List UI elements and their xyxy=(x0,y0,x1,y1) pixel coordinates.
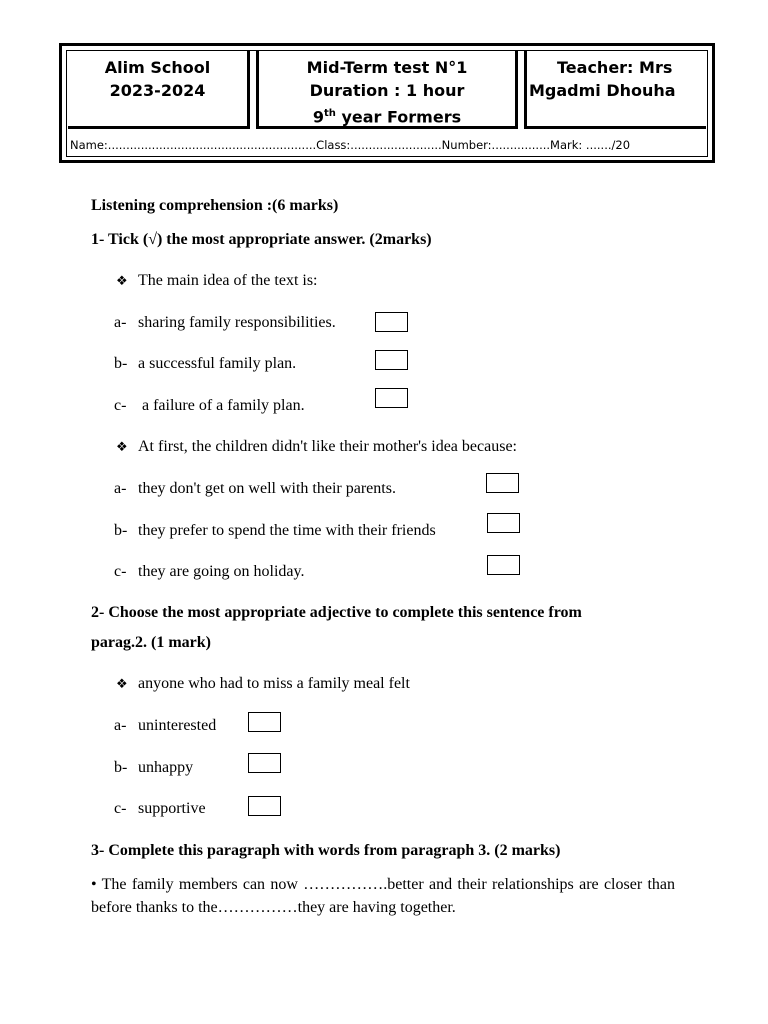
option-letter: a- xyxy=(114,717,127,734)
answer-checkbox[interactable] xyxy=(248,712,281,732)
answer-checkbox[interactable] xyxy=(487,555,520,575)
test-duration: Duration : 1 hour xyxy=(309,81,465,100)
school-name: Alim School xyxy=(104,58,211,77)
answer-checkbox[interactable] xyxy=(375,350,408,370)
q1-heading: 1- Tick (√) the most appropriate answer. (2marks) xyxy=(91,231,432,248)
answer-checkbox[interactable] xyxy=(487,513,520,533)
option-letter: b- xyxy=(114,522,128,539)
q3-fill-paragraph[interactable]: • The family members can now …………….better and their relationships are closer than before thanks to the……………they are having together. xyxy=(91,876,675,916)
option-letter: c- xyxy=(114,800,127,817)
student-info-line[interactable]: Name:.........................................................Class:.........................Number:................Mark: ......./20 xyxy=(70,138,631,152)
teacher-cell xyxy=(524,50,706,129)
school-year: 2023-2024 xyxy=(109,81,206,100)
bullet-icon: ❖ xyxy=(116,676,128,691)
option-letter: b- xyxy=(114,759,128,776)
bullet-icon: ❖ xyxy=(116,273,128,288)
option-text: they don't get on well with their parents. xyxy=(138,480,396,497)
answer-checkbox[interactable] xyxy=(248,753,281,773)
q3-heading: 3- Complete this paragraph with words from paragraph 3. (2 marks) xyxy=(91,842,561,859)
option-text: a failure of a family plan. xyxy=(138,397,305,414)
option-text: they prefer to spend the time with their friends xyxy=(138,522,436,539)
option-letter: c- xyxy=(114,563,127,580)
teacher-name: Mgadmi Dhouha xyxy=(529,81,676,100)
grade-level: 9th year Formers xyxy=(312,107,462,127)
bullet-icon: ❖ xyxy=(116,439,128,454)
option-text: supportive xyxy=(138,800,206,817)
q2-heading-line2: parag.2. (1 mark) xyxy=(91,634,211,651)
q1-item2-prompt: At first, the children didn't like their mother's idea because: xyxy=(138,438,517,455)
test-info-cell xyxy=(256,50,518,129)
q2-heading-line1: 2- Choose the most appropriate adjective to complete this sentence from xyxy=(91,604,582,621)
q1-item1-prompt: The main idea of the text is: xyxy=(138,272,318,289)
option-text: a successful family plan. xyxy=(138,355,297,372)
option-text: uninterested xyxy=(138,717,217,734)
option-text: they are going on holiday. xyxy=(138,563,305,580)
option-letter: b- xyxy=(114,355,128,372)
option-text: sharing family responsibilities. xyxy=(138,314,336,331)
teacher-label: Teacher: Mrs xyxy=(557,58,673,77)
option-letter: a- xyxy=(114,314,127,331)
answer-checkbox[interactable] xyxy=(248,796,281,816)
option-letter: c- xyxy=(114,397,127,414)
school-cell xyxy=(68,50,250,129)
section-title: Listening comprehension :(6 marks) xyxy=(91,197,339,214)
test-title: Mid-Term test N°1 xyxy=(306,58,468,77)
answer-checkbox[interactable] xyxy=(375,388,408,408)
option-letter: a- xyxy=(114,480,127,497)
option-text: unhappy xyxy=(138,759,194,776)
q2-prompt: anyone who had to miss a family meal felt xyxy=(138,675,410,692)
answer-checkbox[interactable] xyxy=(375,312,408,332)
answer-checkbox[interactable] xyxy=(486,473,519,493)
